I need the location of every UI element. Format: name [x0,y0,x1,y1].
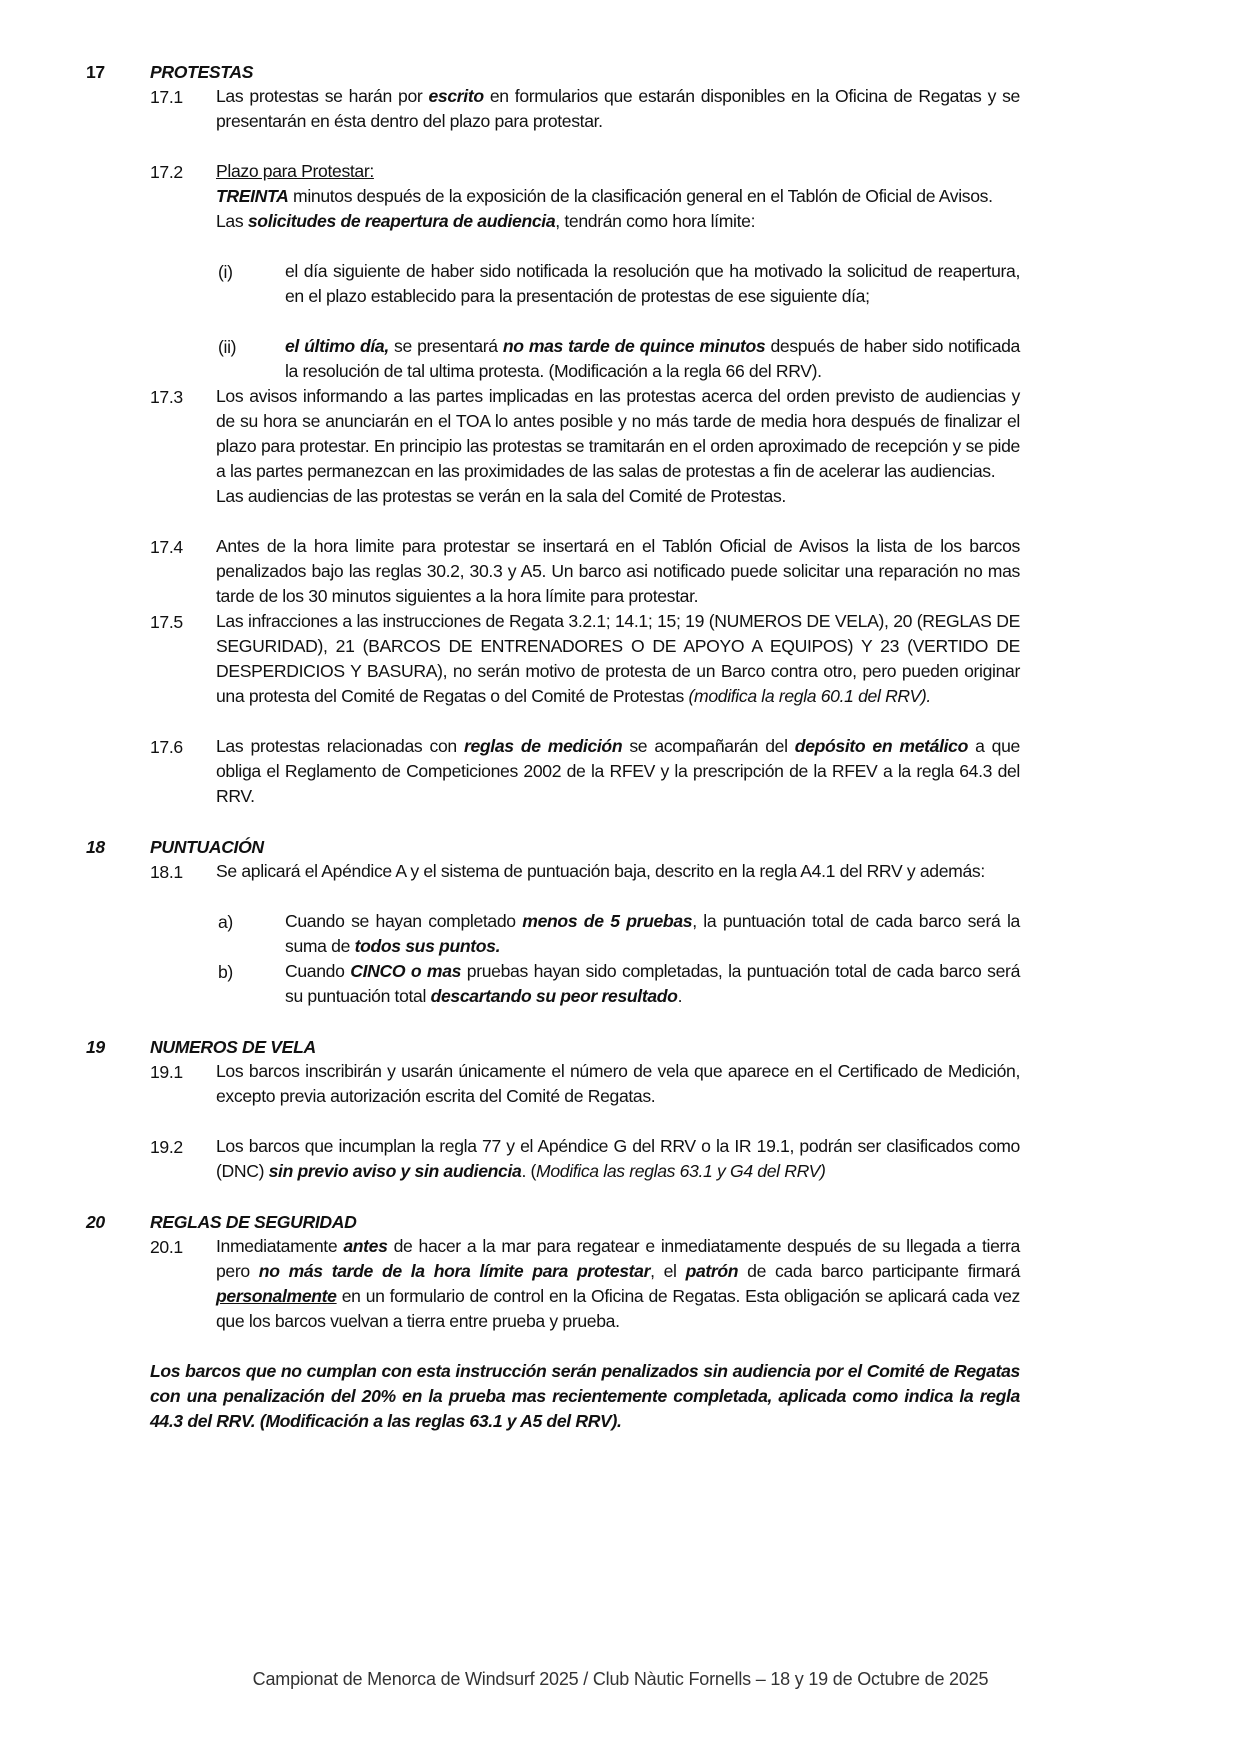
section-title: REGLAS DE SEGURIDAD [150,1212,357,1232]
subsection-number: 17.4 [150,537,183,557]
subsection-number: 19.1 [150,1062,183,1082]
section-number: 20 [86,1212,105,1232]
text-run: Las protestas se harán por [216,86,429,106]
text-run: Las protestas relacionadas con [216,736,464,756]
list-item-label: (i) [218,262,233,282]
emphasis-text: depósito en metálico [794,736,968,756]
emphasis-text: no mas tarde de quince minutos [502,336,766,356]
text-run: Cuando se hayan completado [285,911,523,931]
text-run: minutos después de la exposición de la clasificación general en el Tablón de Oficial de Avisos. [288,186,993,206]
subsection-text [216,384,1020,509]
subsection-text [216,1234,1020,1334]
subsection-heading: Plazo para Protestar: [216,161,374,181]
paragraph [216,184,1020,209]
text-run: de hacer a la mar para regatear e inmediatamente después de su llegada a tierra pero [216,1236,1020,1281]
text-run: se acompañarán del [622,736,795,756]
list-item-label: (ii) [218,337,237,357]
text-run: , la puntuación total de cada barco será la suma de [285,911,1020,956]
emphasis-text: todos sus puntos. [354,936,501,956]
italic-text: (modifica la regla 60.1 del RRV). [688,686,931,706]
subsection-text: Se aplicará el Apéndice A y el sistema de puntuación baja, descrito en la regla A4.1 del RRV y además: [216,861,985,881]
subsection-number: 17.2 [150,162,183,182]
emphasis-text: reglas de medición [463,736,623,756]
subsection-number: 17.3 [150,387,183,407]
subsection-number: 17.1 [150,87,183,107]
emphasis-text: no más tarde de la hora límite para protestar [258,1261,651,1281]
subsection-number: 17.6 [150,737,183,757]
emphasis-text: patrón [685,1261,739,1281]
text-run: Las infracciones a las instrucciones de Regata 3.2.1; 14.1; 15; 19 (NUMEROS DE VELA), 20 (REGLAS DE SEGURIDAD), 21 (BARCOS DE ENTRENADORES O DE APOYO A EQUIPOS) Y 23 (VERTIDO DE DESPERDICIOS Y BASURA), no serán motivo de protesta de un Barco contra otro, pero pueden originar una protesta del Comité de Regatas o del Comité de Protestas [216,611,1020,706]
text-run: . [677,986,683,1006]
section-number: 19 [86,1037,105,1057]
emphasis-text: CINCO o mas [350,961,462,981]
list-item-label: b) [218,962,233,982]
subsection-number: 19.2 [150,1137,183,1157]
section-number: 17 [86,62,105,82]
section-title: PROTESTAS [150,62,254,82]
text-run: , el [650,1261,686,1281]
paragraph: Los avisos informando a las partes implicadas en las protestas acerca del orden previsto de audiencias y de su hora se anunciarán en el TOA lo antes posible y no más tarde de media hora después de finalizar el plazo para protestar. En principio las protestas se tramitarán en el orden aproximado de recepción y se pide a las partes permanezcan en las proximidades de las salas de protestas a fin de acelerar las audiencias. [216,386,1020,481]
text-run: Los barcos que incumplan la regla 77 y el Apéndice G del RRV o la IR 19.1, podrán ser clasificados como (DNC) [216,1136,1020,1181]
emphasis-text: escrito [428,86,484,106]
text-run: , tendrán como hora límite: [555,211,756,231]
text-run: el día siguiente de haber sido notificada la resolución que ha motivado la solicitud de reapertura, en el plazo establecido para la presentación de protestas de ese siguiente día; [285,261,1020,306]
subsection-text [216,84,1020,134]
subsection-number: 20.1 [150,1237,183,1257]
subsection-text [216,159,1020,234]
list-item-text [285,259,1020,309]
emphasis-text: menos de 5 pruebas [522,911,693,931]
text-run: . ( [521,1161,537,1181]
list-item-label: a) [218,912,233,932]
text-run: se presentará [388,336,503,356]
emphasis-text: sin previo aviso y sin audiencia [268,1161,522,1181]
text-run: de cada barco participante firmará [738,1261,1021,1281]
emphasis-text: TREINTA [216,186,289,206]
subsection-text [216,609,1020,709]
text-run: pruebas hayan sido completadas, la puntuación total de cada barco será su puntuación total [285,961,1020,1006]
emphasis-text: solicitudes de reapertura de audiencia [247,211,556,231]
penalty-note: Los barcos que no cumplan con esta instrucción serán penalizados sin audiencia por el Comité de Regatas con una penalización del 20% en la prueba mas recientemente completada, aplicada como indica la regla 44.3 del RRV. (Modificación a las reglas 63.1 y A5 del RRV). [150,1361,1020,1431]
text-run: a que obliga el Reglamento de Competiciones 2002 de la RFEV y la prescripción de la RFEV a la regla 64.3 del RRV. [216,736,1020,806]
text-run: en un formulario de control en la Oficina de Regatas. Esta obligación se aplicará cada vez que los barcos vuelvan a tierra entre prueba y prueba. [216,1286,1020,1331]
text-run: Cuando [285,961,351,981]
list-item-text [285,909,1020,959]
italic-text: Modifica las reglas 63.1 y G4 del RRV) [536,1161,826,1181]
subsection-number: 17.5 [150,612,183,632]
text-run: Inmediatamente [216,1236,344,1256]
emphasis-underlined-text: personalmente [216,1286,337,1306]
paragraph [216,209,1020,234]
subsection-text: Los barcos inscribirán y usarán únicamente el número de vela que aparece en el Certificado de Medición, excepto previa autorización escrita del Comité de Regatas. [216,1061,1020,1106]
text-run: Las [216,211,248,231]
subsection-text [216,1134,1020,1184]
emphasis-text: el último día, [285,336,389,356]
emphasis-text: antes [343,1236,388,1256]
subsection-text [216,734,1020,809]
subsection-text: Antes de la hora limite para protestar se insertará en el Tablón Oficial de Avisos la lista de los barcos penalizados bajo las reglas 30.2, 30.3 y A5. Un barco asi notificado puede solicitar una reparación no mas tarde de los 30 minutos siguientes a la hora límite para protestar. [216,536,1020,606]
section-title: PUNTUACIÓN [150,837,264,857]
list-item-text [285,959,1020,1009]
emphasis-text: descartando su peor resultado [430,986,678,1006]
section-number: 18 [86,837,105,857]
text-run: en formularios que estarán disponibles en la Oficina de Regatas y se presentarán en ésta dentro del plazo para protestar. [216,86,1020,131]
section-title: NUMEROS DE VELA [150,1037,316,1057]
list-item-text [285,334,1020,384]
page-footer: Campionat de Menorca de Windsurf 2025 / Club Nàutic Fornells – 18 y 19 de Octubre de 2025 [252,1669,989,1689]
text-run: después de haber sido notificada la resolución de tal ultima protesta. (Modificación a la regla 66 del RRV). [285,336,1020,381]
paragraph: Las audiencias de las protestas se verán en la sala del Comité de Protestas. [216,486,786,506]
subsection-number: 18.1 [150,862,183,882]
